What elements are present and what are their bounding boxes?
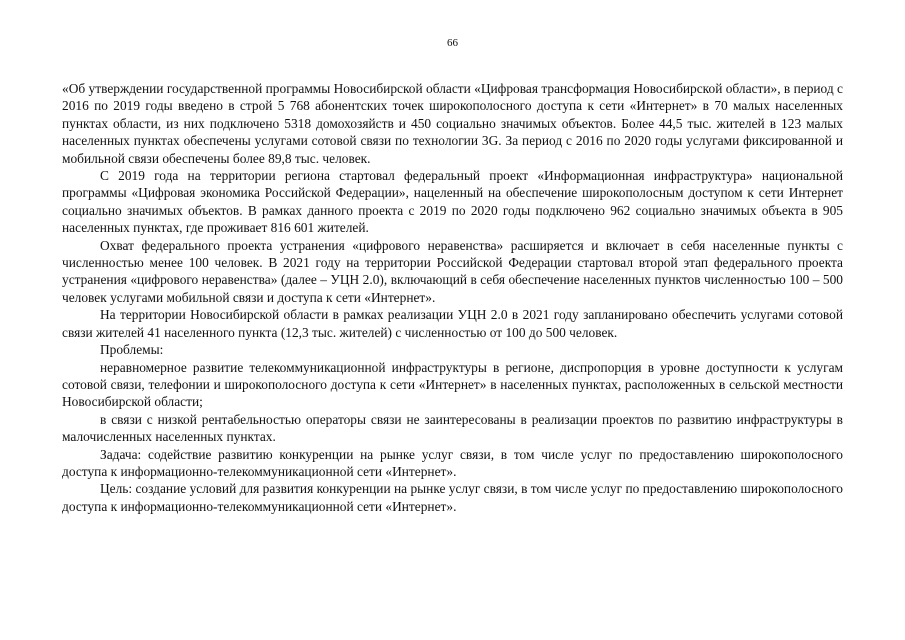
paragraph-information-infrastructure: С 2019 года на территории региона стартовал федеральный проект «Информационная инфраструктура» национальной программы «Цифровая экономика Российской Федерации», нацеленный на обеспечение широкополосным доступом к сети Интернет социально значимых объектов. В рамках данного проекта с 2019 по 2020 годы подключено 962 социально значимых объекта в 905 населенных пунктах, где проживает 816 601 жителей.: [62, 168, 843, 236]
document-body: [62, 80, 843, 515]
paragraph-intro-continuation: «Об утверждении государственной программы Новосибирской области «Цифровая трансформация Новосибирской области», в период с 2016 по 2019 годы введено в строй 5 768 абонентских точек широкополосного доступа к сети «Интернет» в 70 малых населенных пунктах области, из них подключено 5318 домохозяйств и 450 социально значимых объектов. Более 44,5 тыс. жителей в 123 малых населенных пунктах обеспечены услугами сотовой связи по технологии 3G. За период с 2016 по 2020 годы услугами фиксированной и мобильной связи обеспечены более 89,8 тыс. человек.: [62, 81, 843, 166]
paragraph-problems-heading: Проблемы:: [100, 342, 164, 358]
paragraph-goal: Цель: создание условий для развития конкуренции на рынке услуг связи, в том числе услуг по предоставлению широкополосного доступа к информационно-телекоммуникационной сети «Интернет».: [62, 481, 843, 514]
paragraph-ucn-novosibirsk: На территории Новосибирской области в рамках реализации УЦН 2.0 в 2021 году запланировано обеспечить услугами сотовой связи жителей 41 населенного пункта (12,3 тыс. жителей) с численностью от 100 до 500 человек.: [62, 307, 843, 340]
paragraph-digital-divide: Охват федерального проекта устранения «цифрового неравенства» расширяется и включает в себя населенные пункты с численностью менее 100 человек. В 2021 году на территории Российской Федерации стартовал второй этап федерального проекта устранения «цифрового неравенства» (далее – УЦН 2.0), включающий в себя обеспечение населенных пунктов численностью 100 – 500 человек услугами мобильной связи и доступа к сети «Интернет».: [62, 237, 843, 305]
paragraph-problem-uneven-development: неравномерное развитие телекоммуникационной инфраструктуры в регионе, диспропорция в уровне доступности к услугам сотовой связи, телефонии и широкополосного доступа к сети «Интернет» в населенных пунктах, расположенных в сельской местности Новосибирской области;: [62, 359, 843, 410]
paragraph-task: Задача: содействие развитию конкуренции на рынке услуг связи, в том числе услуг по предоставлению широкополосного доступа к информационно-телекоммуникационной сети «Интернет».: [62, 446, 843, 479]
paragraph-problem-low-profitability: в связи с низкой рентабельностью операторы связи не заинтересованы в реализации проектов по развитию инфраструктуры в малочисленных населенных пунктах.: [62, 411, 843, 445]
page-number: 66: [447, 37, 458, 49]
